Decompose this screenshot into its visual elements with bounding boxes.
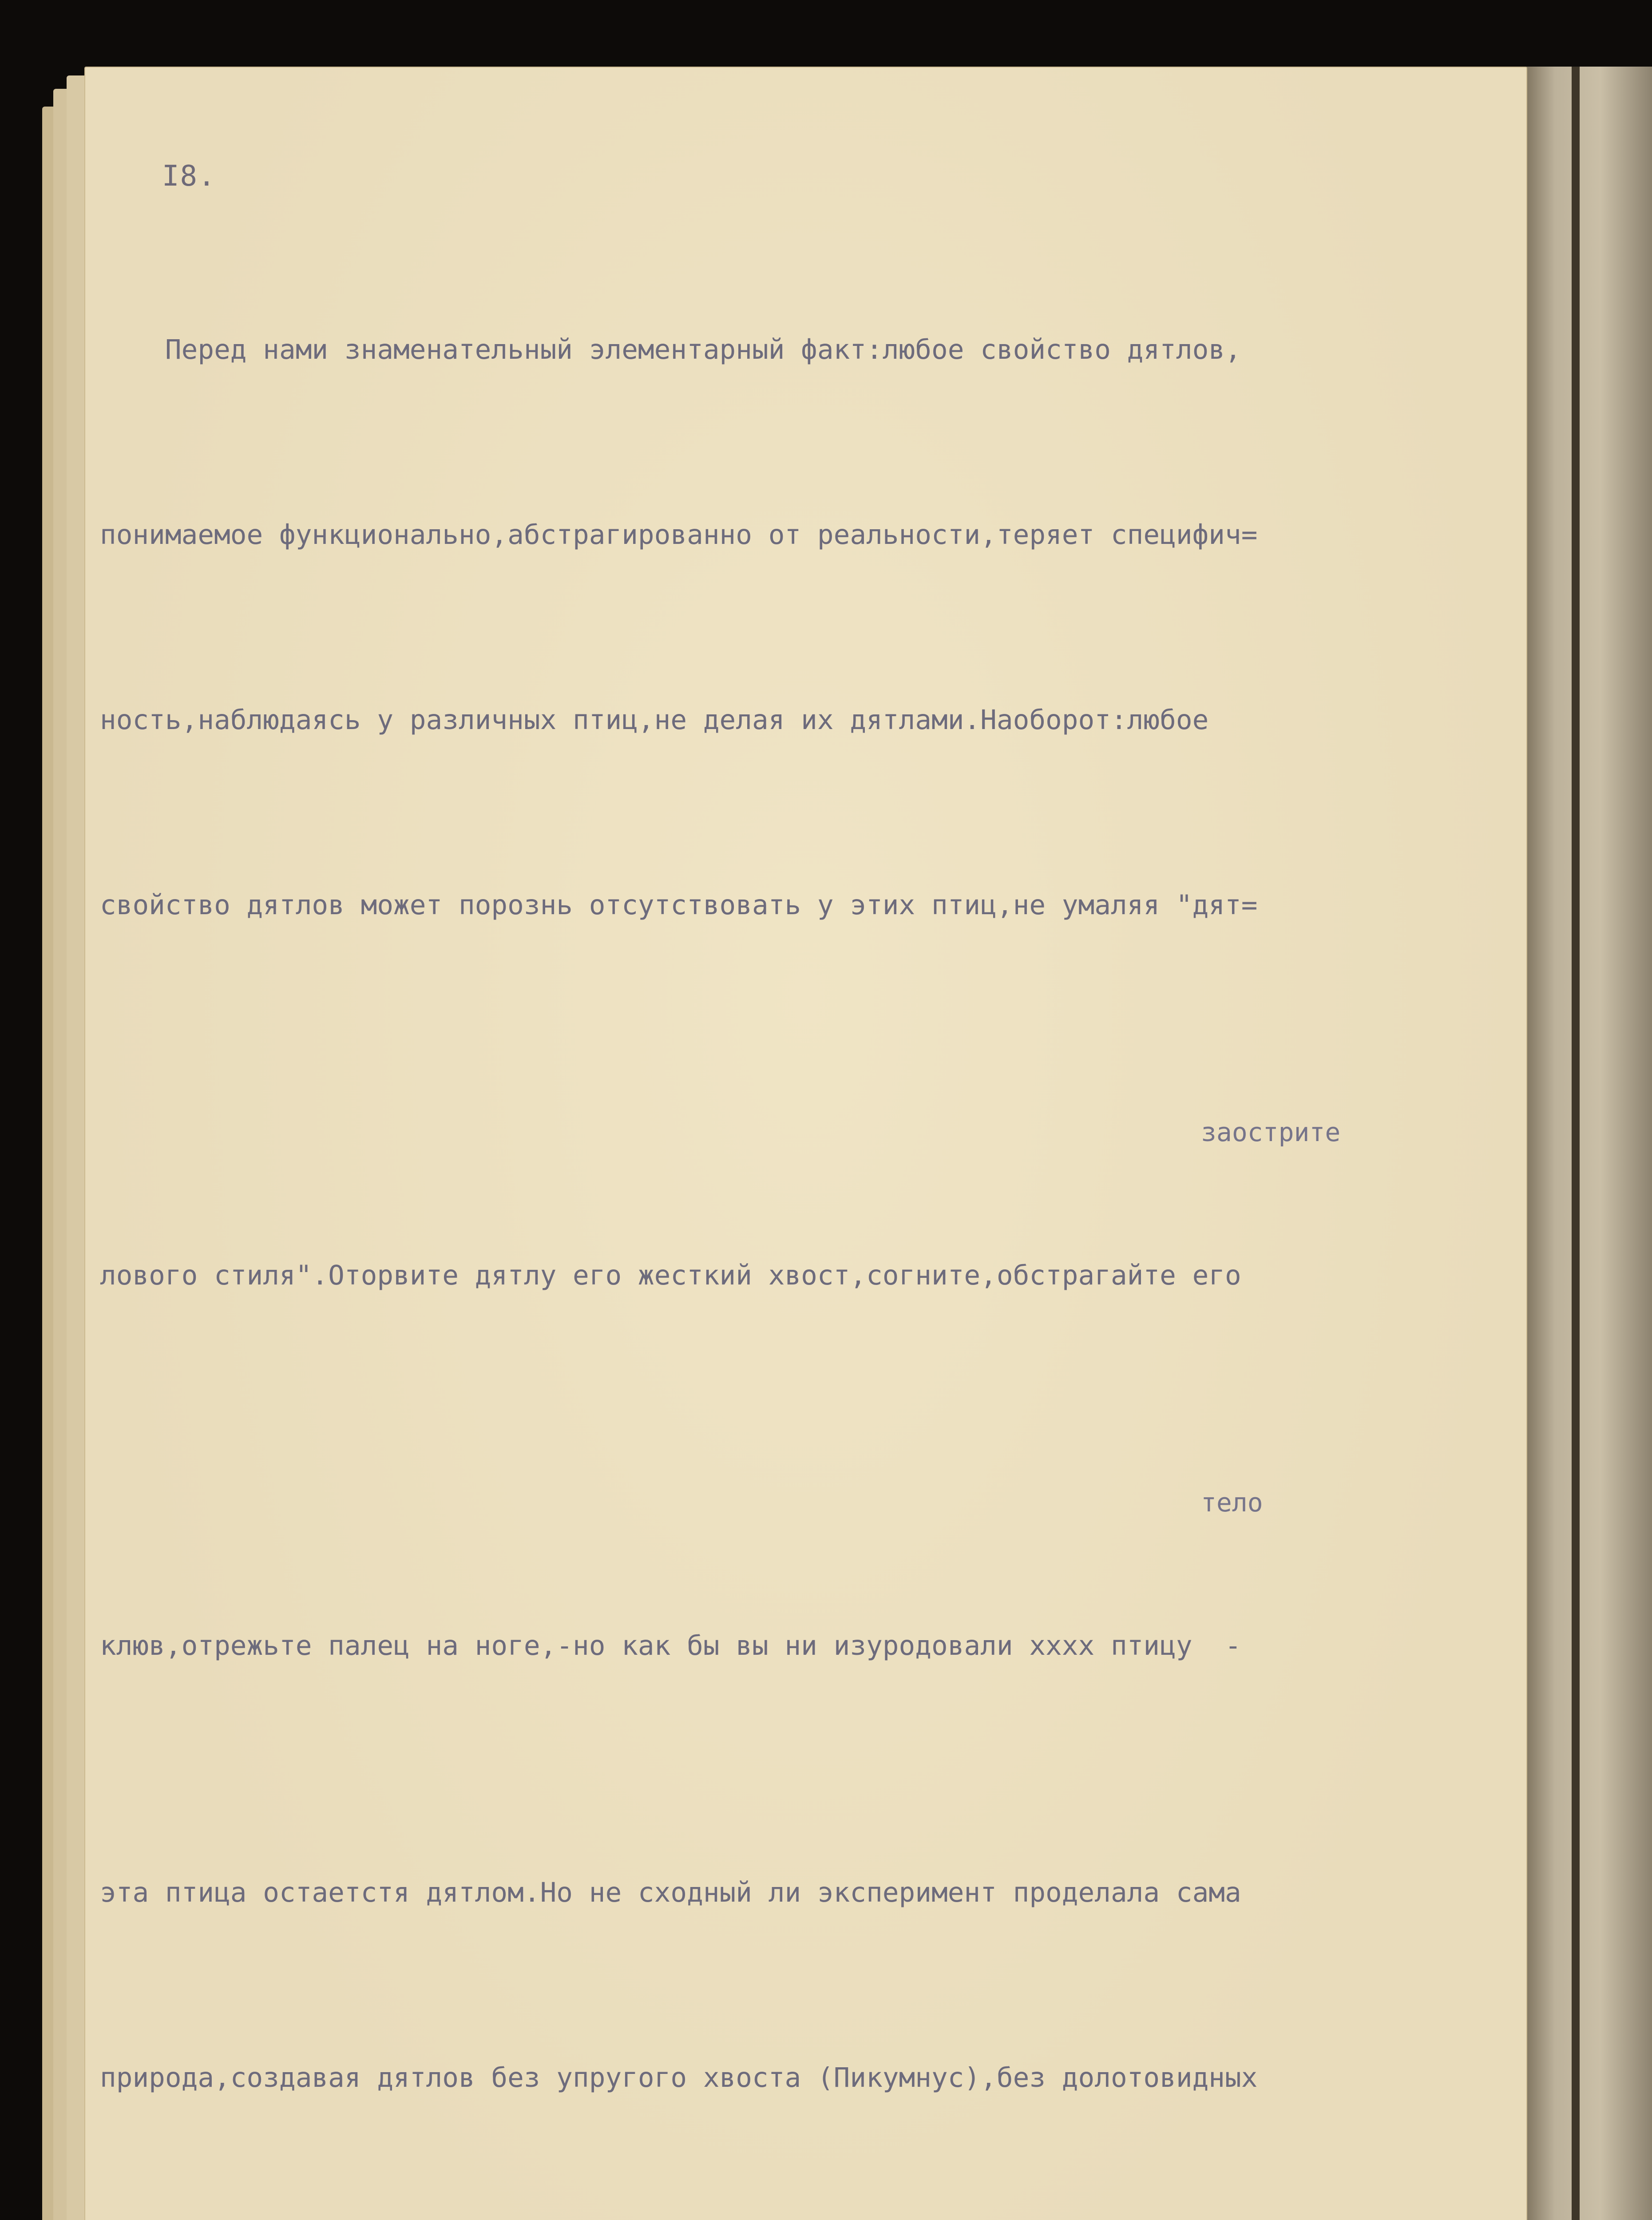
text-line: ность,наблюдаясь у различных птиц,не делая их дятлами.Наоборот:любое (100, 704, 1209, 736)
text-line: эта птица остаетстя дятлом.Но не сходный ли эксперимент проделала сама (100, 1877, 1241, 1908)
text-line: свойство дятлов может порознь отсутствовать у этих птиц,не умаляя "дят= (100, 889, 1258, 921)
inserted-word: тело (1201, 1487, 1263, 1518)
text-line: лового стиля".Оторвите дятлу его жесткий хвост,согните,обстрагайте его (100, 1260, 1241, 1291)
text-line: клюв,отрежьте палец на ноге,-но как бы вы ни изуродовали хххх птицу - (100, 1630, 1241, 1661)
page-body (100, 195, 1543, 2220)
text-line: природа,создавая дятлов без упругого хвоста (Пикумнус),без долотовидных (100, 2062, 1258, 2093)
text-line: понимаемое функционально,абстрагированно от реальности,теряет специфич= (100, 519, 1258, 551)
binding-gap (1572, 67, 1580, 2220)
text-line: Перед нами знаменательный элементарный факт:любое свойство дятлов, (100, 334, 1241, 365)
page-number: I8. (162, 160, 216, 193)
inserted-word: заострите (1201, 1117, 1341, 1147)
